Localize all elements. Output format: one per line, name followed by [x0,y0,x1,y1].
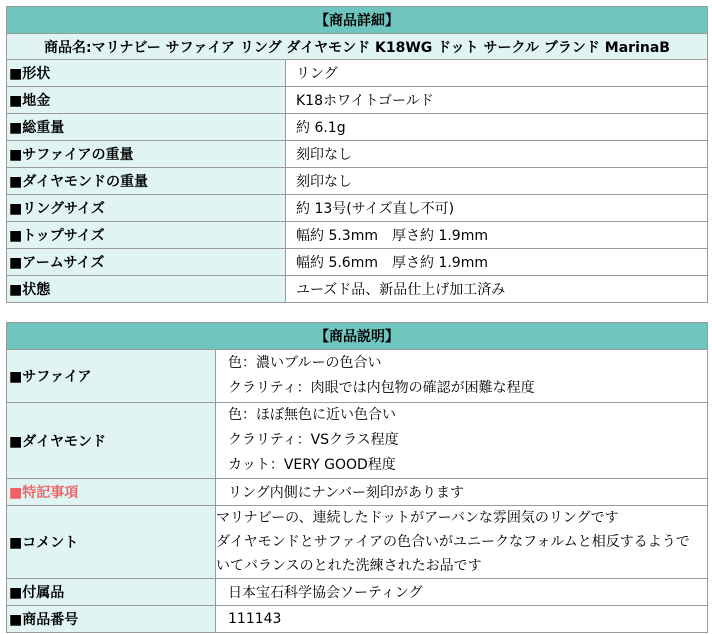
row-value: 幅約 5.6mm 厚さ約 1.9mm [286,249,708,276]
table-row [7,350,708,403]
table-row [7,606,708,633]
comment-value [216,506,708,579]
row-value: ユーズド品、新品仕上げ加工済み [286,276,708,303]
table-row [7,249,708,276]
product-title: 商品名:マリナビー サファイア リング ダイヤモンド K18WG ドット サークル ブランド MarinaB [7,34,708,60]
row-value: 刻印なし [286,141,708,168]
diamond-clarity: クラリティ：VSクラス程度 [228,432,399,448]
comment-label: ■コメント [7,506,216,579]
table-row [7,141,708,168]
row-label: ■トップサイズ [7,222,286,249]
comment-line: ダイヤモンドとサファイアの色合いがユニークなフォルムと相反するようで [216,534,690,550]
row-value: 約 6.1g [286,114,708,141]
sapphire-value [216,350,708,403]
table-row [7,60,708,87]
description-table [6,322,708,633]
diamond-value [216,403,708,479]
row-label: ■総重量 [7,114,286,141]
row-label: ■状態 [7,276,286,303]
table-row [7,506,708,579]
row-value: 幅約 5.3mm 厚さ約 1.9mm [286,222,708,249]
row-label: ■形状 [7,60,286,87]
row-label: ■ダイヤモンドの重量 [7,168,286,195]
sapphire-clarity: クラリティ：肉眼では内包物の確認が困難な程度 [228,380,535,396]
accessories-value: 日本宝石科学協会ソーティング [216,579,708,606]
diamond-label: ■ダイヤモンド [7,403,216,479]
sapphire-color: 色：濃いブルーの色合い [228,355,382,371]
comment-line: いてバランスのとれた洗練されたお品です [216,558,482,574]
table-row [7,579,708,606]
item-number-value: 111143 [216,606,708,633]
table-row [7,168,708,195]
sapphire-label: ■サファイア [7,350,216,403]
row-label: ■アームサイズ [7,249,286,276]
row-value: 約 13号(サイズ直し不可) [286,195,708,222]
table-row [7,87,708,114]
row-value: リング [286,60,708,87]
description-header: 【商品説明】 [7,323,708,350]
diamond-cut: カット：VERY GOOD程度 [228,457,396,473]
comment-line: マリナビーの、連続したドットがアーバンな雰囲気のリングです [216,510,619,526]
row-label: ■地金 [7,87,286,114]
table-row [7,403,708,479]
table-row [7,479,708,506]
table-row [7,222,708,249]
table-row [7,195,708,222]
table-row [7,276,708,303]
special-notes-value: リング内側にナンバー刻印があります [216,479,708,506]
row-value: 刻印なし [286,168,708,195]
item-number-label: ■商品番号 [7,606,216,633]
accessories-label: ■付属品 [7,579,216,606]
details-table [6,6,708,303]
special-notes-label: ■特記事項 [7,479,216,506]
diamond-color: 色：ほぼ無色に近い色合い [228,407,396,423]
table-row [7,114,708,141]
row-label: ■リングサイズ [7,195,286,222]
details-header: 【商品詳細】 [7,7,708,34]
row-value: K18ホワイトゴールド [286,87,708,114]
row-label: ■サファイアの重量 [7,141,286,168]
